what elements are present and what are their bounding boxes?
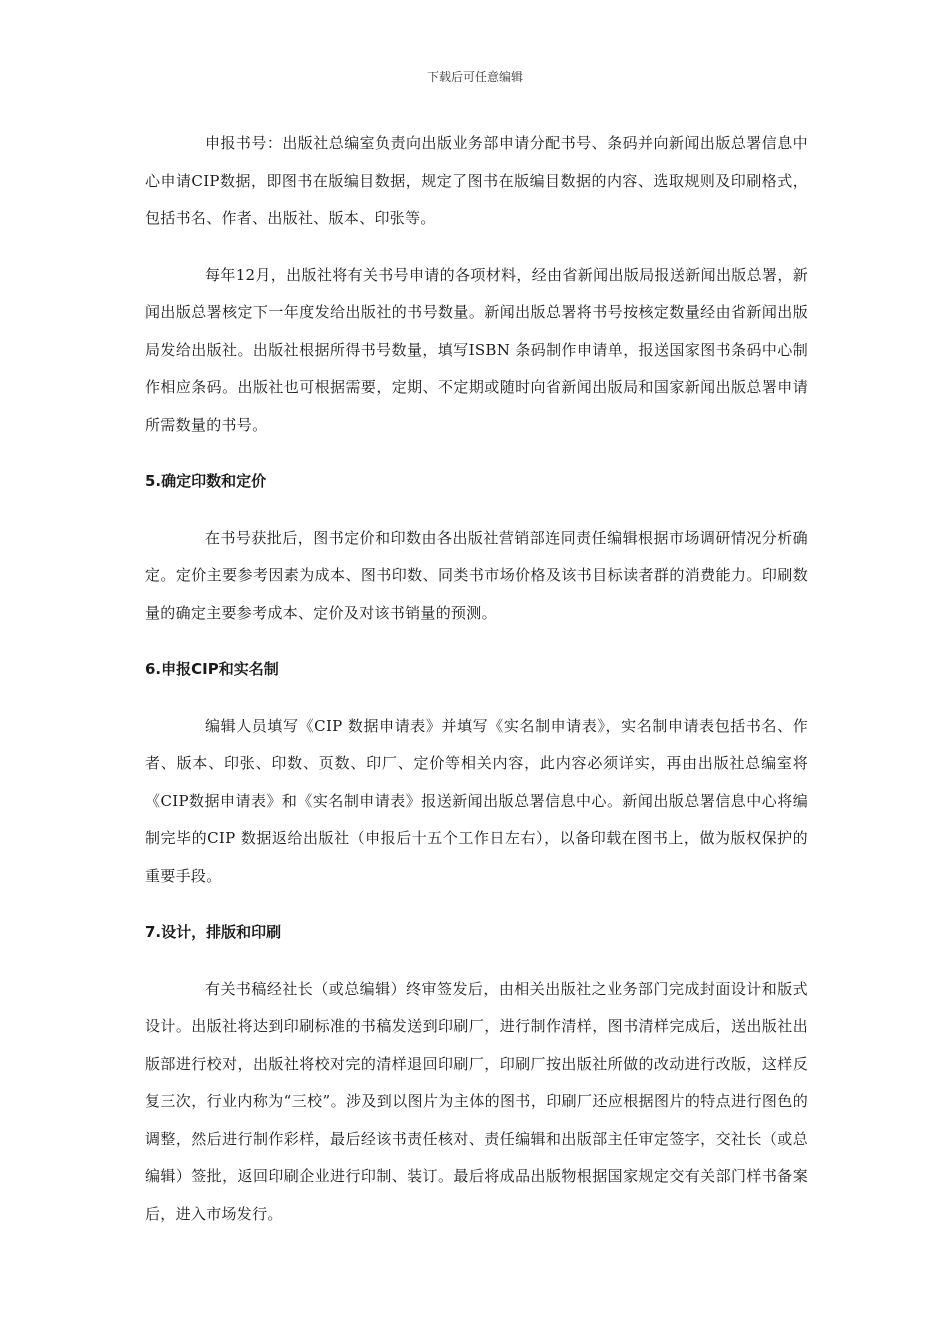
section-heading-print-price: 5.确定印数和定价 [145, 472, 267, 490]
page-header: 下载后可任意编辑 [426, 70, 523, 84]
section-heading-design-print: 7.设计，排版和印刷 [145, 923, 282, 941]
paragraph-apply-book-number: 申报书号：出版社总编室负责向出版业务部申请分配书号、条码并向新闻出版总署信息中心申请CIP数据，即图书在版编目数据，规定了图书在版编目数据的内容、选取规则及印刷格式，包括书名、作者、出版社、版本、印张等。 [145, 134, 808, 227]
paragraph-annual-application: 每年12月，出版社将有关书号申请的各项材料，经由省新闻出版局报送新闻出版总署，新闻出版总署核定下一年度发给出版社的书号数量。新闻出版总署将书号按核定数量经由省新闻出版局发给出版社。出版社根据所得书号数量，填写ISBN 条码制作申请单，报送国家图书条码中心制作相应条码。出版社也可根据需要，定期、不定期或随时向省新闻出版局和国家新闻出版总署申请所需数量的书号。 [145, 265, 808, 434]
paragraph-cip: 编辑人员填写《CIP 数据申请表》并填写《实名制申请表》，实名制申请表包括书名、作者、版本、印张、印数、页数、印厂、定价等相关内容，此内容必须详实，再由出版社总编室将《CIP数据申请表》和《实名制申请表》报送新闻出版总署信息中心。新闻出版总署信息中心将编制完毕的CIP 数据返给出版社（申报后十五个工作日左右），以备印载在图书上，做为版权保护的重要手段。 [145, 716, 808, 885]
document-body [145, 125, 808, 1233]
paragraph-print-price: 在书号获批后，图书定价和印数由各出版社营销部连同责任编辑根据市场调研情况分析确定。定价主要参考因素为成本、图书印数、同类书市场价格及该书目标读者群的消费能力。印刷数量的确定主要参考成本、定价及对该书销量的预测。 [145, 528, 808, 622]
section-heading-cip: 6.申报CIP和实名制 [145, 660, 279, 678]
paragraph-design-print: 有关书稿经社长（或总编辑）终审签发后，由相关出版社之业务部门完成封面设计和版式设计。出版社将达到印刷标准的书稿发送到印刷厂，进行制作清样，图书清样完成后，送出版社出版部进行校对，出版社将校对完的清样退回印刷厂，印刷厂按出版社所做的改动进行改版，这样反复三次，行业内称为“三校”。涉及到以图片为主体的图书，印刷厂还应根据图片的特点进行图色的调整，然后进行制作彩样，最后经该书责任核对、责任编辑和出版部主任审定签字，交社长（或总编辑）签批，返回印刷企业进行印制、装订。最后将成品出版物根据国家规定交有关部门样书备案后，进入市场发行。 [145, 979, 808, 1223]
